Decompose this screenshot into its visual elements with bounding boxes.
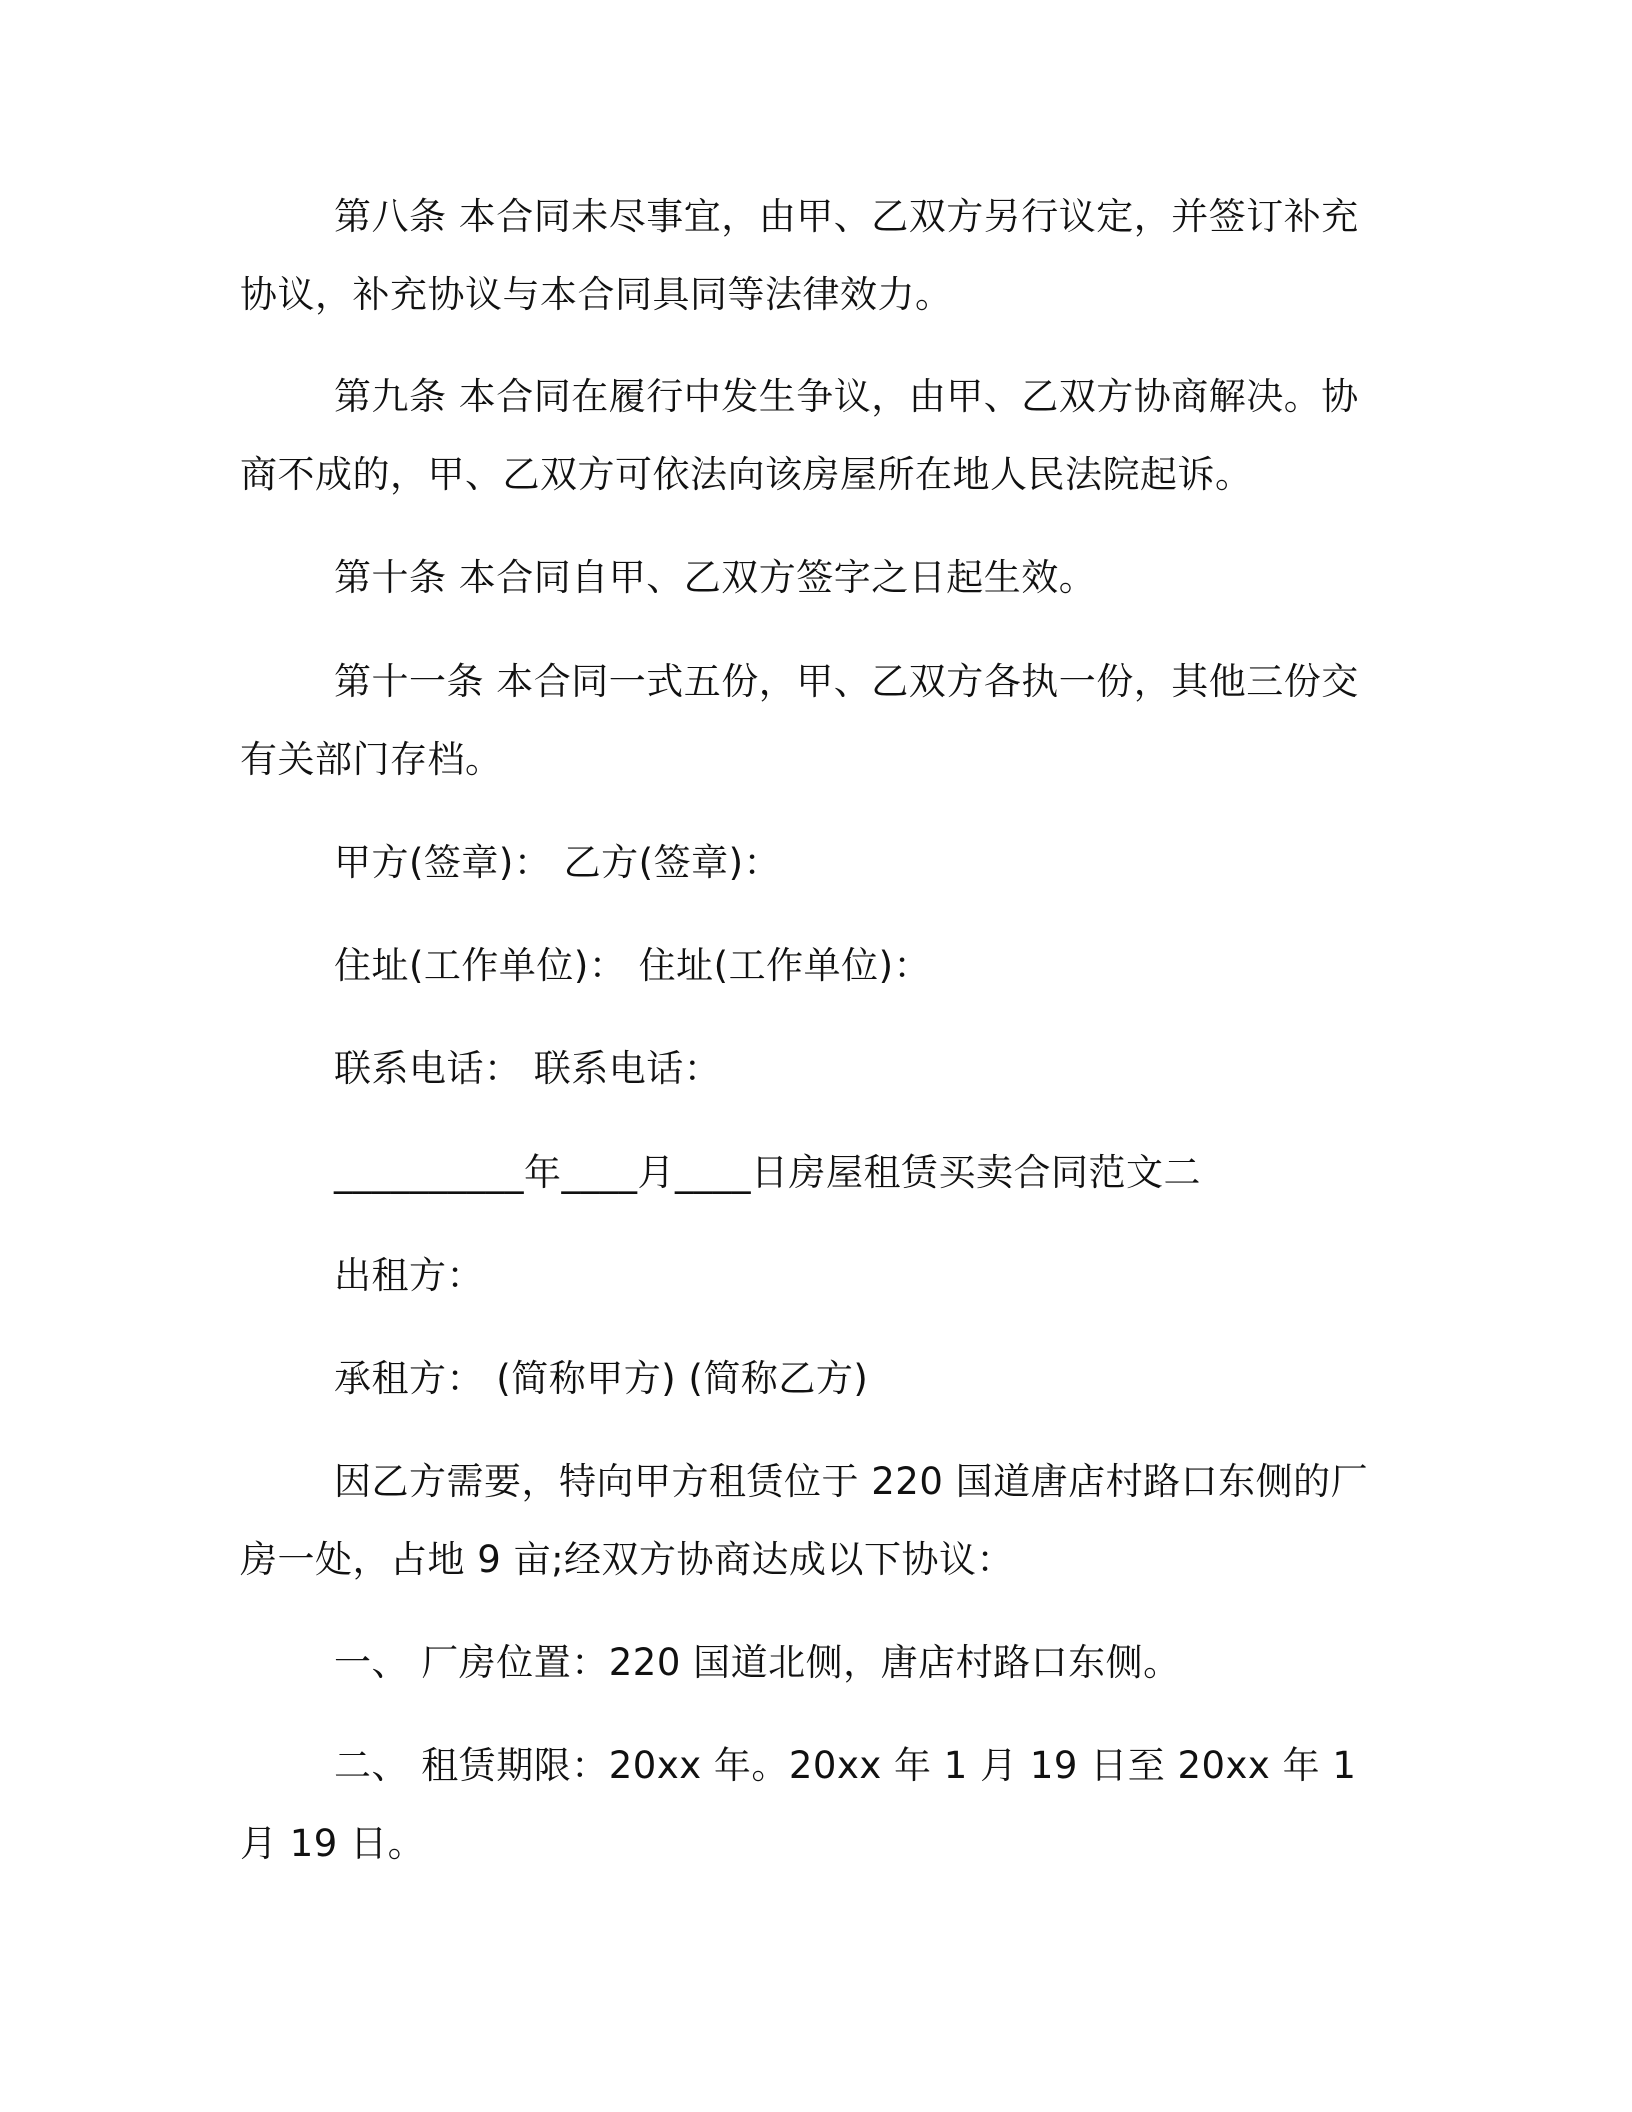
clause-11-paragraph: 第十一条 本合同一式五份，甲、乙双方各执一份，其他三份交有关部门存档。 [240, 660, 1359, 781]
address-line: 住址(工作单位)： 住址(工作单位)： [334, 944, 932, 987]
item-1-location: 一、 厂房位置：220 国道北侧，唐店村路口东侧。 [334, 1641, 1181, 1684]
clause-8-paragraph: 第八条 本合同未尽事宜，由甲、乙双方另行议定，并签订补充协议，补充协议与本合同具同等法律效力。 [240, 195, 1359, 316]
clause-10-paragraph: 第十条 本合同自甲、乙双方签字之日起生效。 [334, 556, 1097, 599]
date-and-second-title-line: __________年____月____日房屋租赁买卖合同范文二 [334, 1151, 1201, 1194]
signature-line: 甲方(签章)： 乙方(签章)： [334, 841, 782, 884]
clause-9-paragraph: 第九条 本合同在履行中发生争议，由甲、乙双方协商解决。协商不成的，甲、乙双方可依法向该房屋所在地人民法院起诉。 [240, 375, 1359, 496]
item-2-term: 二、 租赁期限：20xx 年。20xx 年 1 月 19 日至 20xx 年 1 月 19 日。 [240, 1744, 1357, 1865]
lessee-line: 承租方： (简称甲方) (简称乙方) [334, 1357, 869, 1400]
lessor-line: 出租方： [334, 1254, 484, 1297]
phone-line: 联系电话： 联系电话： [334, 1047, 722, 1090]
intro-paragraph: 因乙方需要，特向甲方租赁位于 220 国道唐店村路口东侧的厂房一处，占地 9 亩;经双方协商达成以下协议： [240, 1460, 1369, 1581]
